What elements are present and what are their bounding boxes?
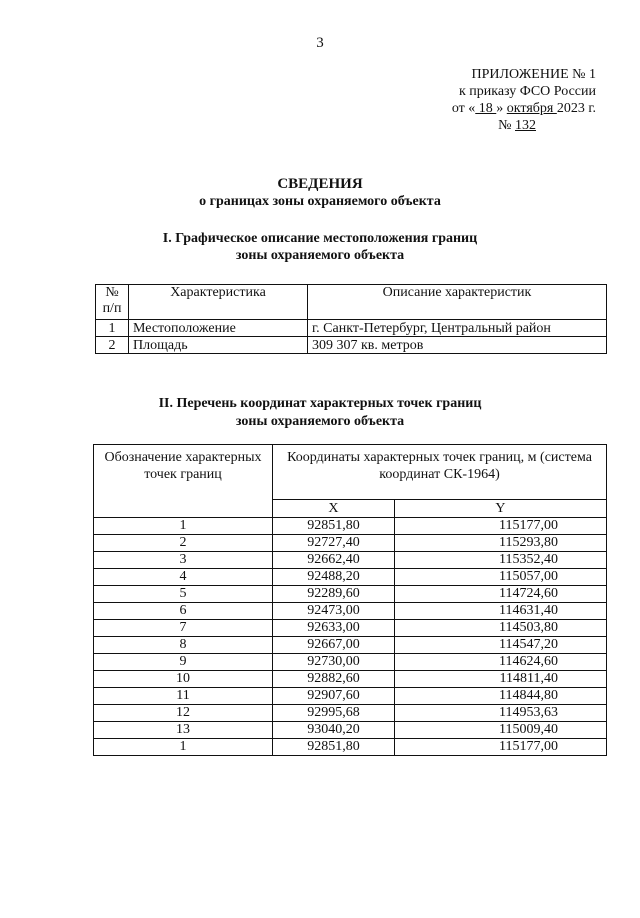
document-title: СВЕДЕНИЯ: [277, 176, 363, 192]
row-y: 115177,00: [394, 739, 606, 756]
table-row: [96, 337, 607, 354]
row-num: 2: [96, 337, 129, 354]
coordinates-body: [94, 518, 607, 756]
table-row: [94, 637, 607, 654]
section2-title: II. Перечень координат характерных точек границ: [158, 396, 482, 411]
table-row: [94, 722, 607, 739]
row-point: 9: [94, 654, 273, 671]
row-x: 92907,60: [273, 688, 395, 705]
row-y: 114503,80: [394, 620, 606, 637]
row-y: 114631,40: [394, 603, 606, 620]
number-prefix: №: [498, 118, 515, 133]
row-x: 92667,00: [273, 637, 395, 654]
appendix-block: [396, 66, 596, 134]
number-value: 132: [515, 118, 536, 133]
table-header-row: [94, 445, 607, 500]
row-y: 115009,40: [394, 722, 606, 739]
table-row: [94, 739, 607, 756]
header-description: Описание характеристик: [308, 285, 607, 320]
row-point: 11: [94, 688, 273, 705]
table-header-row: [96, 285, 607, 320]
header-point: Обозначение характерных точек границ: [94, 445, 273, 518]
row-point: 10: [94, 671, 273, 688]
appendix-title: ПРИЛОЖЕНИЕ № 1: [471, 67, 596, 82]
table-row: [94, 688, 607, 705]
date-day: 18: [475, 101, 497, 116]
section1-title-2: зоны охраняемого объекта: [235, 248, 405, 263]
table-row: [94, 671, 607, 688]
row-y: 115177,00: [394, 518, 606, 535]
coordinates-table: [93, 444, 607, 756]
row-point: 2: [94, 535, 273, 552]
date-mid: »: [496, 101, 507, 116]
row-x: 92473,00: [273, 603, 395, 620]
row-point: 4: [94, 569, 273, 586]
date-year: 2023 г.: [556, 101, 596, 116]
header-num: № п/п: [96, 285, 129, 320]
header-x: X: [273, 500, 395, 518]
row-y: 114624,60: [394, 654, 606, 671]
table-row: [94, 535, 607, 552]
row-point: 13: [94, 722, 273, 739]
row-x: 92488,20: [273, 569, 395, 586]
date-month: октября: [506, 101, 557, 116]
row-y: 114547,20: [394, 637, 606, 654]
table-row: [94, 586, 607, 603]
characteristics-table: [95, 284, 607, 354]
row-characteristic: Местоположение: [129, 320, 308, 337]
row-x: 92995,68: [273, 705, 395, 722]
row-y: 114953,63: [394, 705, 606, 722]
date-prefix: от «: [451, 101, 476, 116]
header-y: Y: [394, 500, 606, 518]
row-point: 7: [94, 620, 273, 637]
row-point: 1: [94, 518, 273, 535]
header-characteristic: Характеристика: [129, 285, 308, 320]
row-x: 92727,40: [273, 535, 395, 552]
row-point: 12: [94, 705, 273, 722]
table-row: [94, 620, 607, 637]
row-description: г. Санкт-Петербург, Центральный район: [308, 320, 607, 337]
table-row: [94, 552, 607, 569]
row-x: 92289,60: [273, 586, 395, 603]
section1-title: I. Графическое описание местоположения границ: [162, 231, 478, 246]
table-row: [94, 603, 607, 620]
row-point: 3: [94, 552, 273, 569]
table-row: [96, 320, 607, 337]
row-characteristic: Площадь: [129, 337, 308, 354]
row-num: 1: [96, 320, 129, 337]
row-point: 8: [94, 637, 273, 654]
row-y: 114844,80: [394, 688, 606, 705]
row-y: 115057,00: [394, 569, 606, 586]
table-row: [94, 569, 607, 586]
row-y: 115293,80: [394, 535, 606, 552]
table-row: [94, 705, 607, 722]
appendix-order: к приказу ФСО России: [458, 84, 596, 99]
table-row: [94, 518, 607, 535]
row-point: 6: [94, 603, 273, 620]
row-point: 1: [94, 739, 273, 756]
table-row: [94, 654, 607, 671]
page-number: 3: [316, 35, 324, 51]
row-x: 92851,80: [273, 739, 395, 756]
row-x: 92882,60: [273, 671, 395, 688]
row-description: 309 307 кв. метров: [308, 337, 607, 354]
row-y: 115352,40: [394, 552, 606, 569]
document-subtitle: о границах зоны охраняемого объекта: [199, 194, 441, 209]
appendix-number: [396, 117, 536, 134]
header-coords: Координаты характерных точек границ, м (система координат СК-1964): [273, 445, 607, 500]
row-x: 92662,40: [273, 552, 395, 569]
section2-title-2: зоны охраняемого объекта: [235, 414, 405, 429]
row-x: 92633,00: [273, 620, 395, 637]
row-x: 92730,00: [273, 654, 395, 671]
row-x: 93040,20: [273, 722, 395, 739]
row-y: 114724,60: [394, 586, 606, 603]
appendix-date: [396, 100, 596, 117]
row-y: 114811,40: [394, 671, 606, 688]
row-point: 5: [94, 586, 273, 603]
row-x: 92851,80: [273, 518, 395, 535]
